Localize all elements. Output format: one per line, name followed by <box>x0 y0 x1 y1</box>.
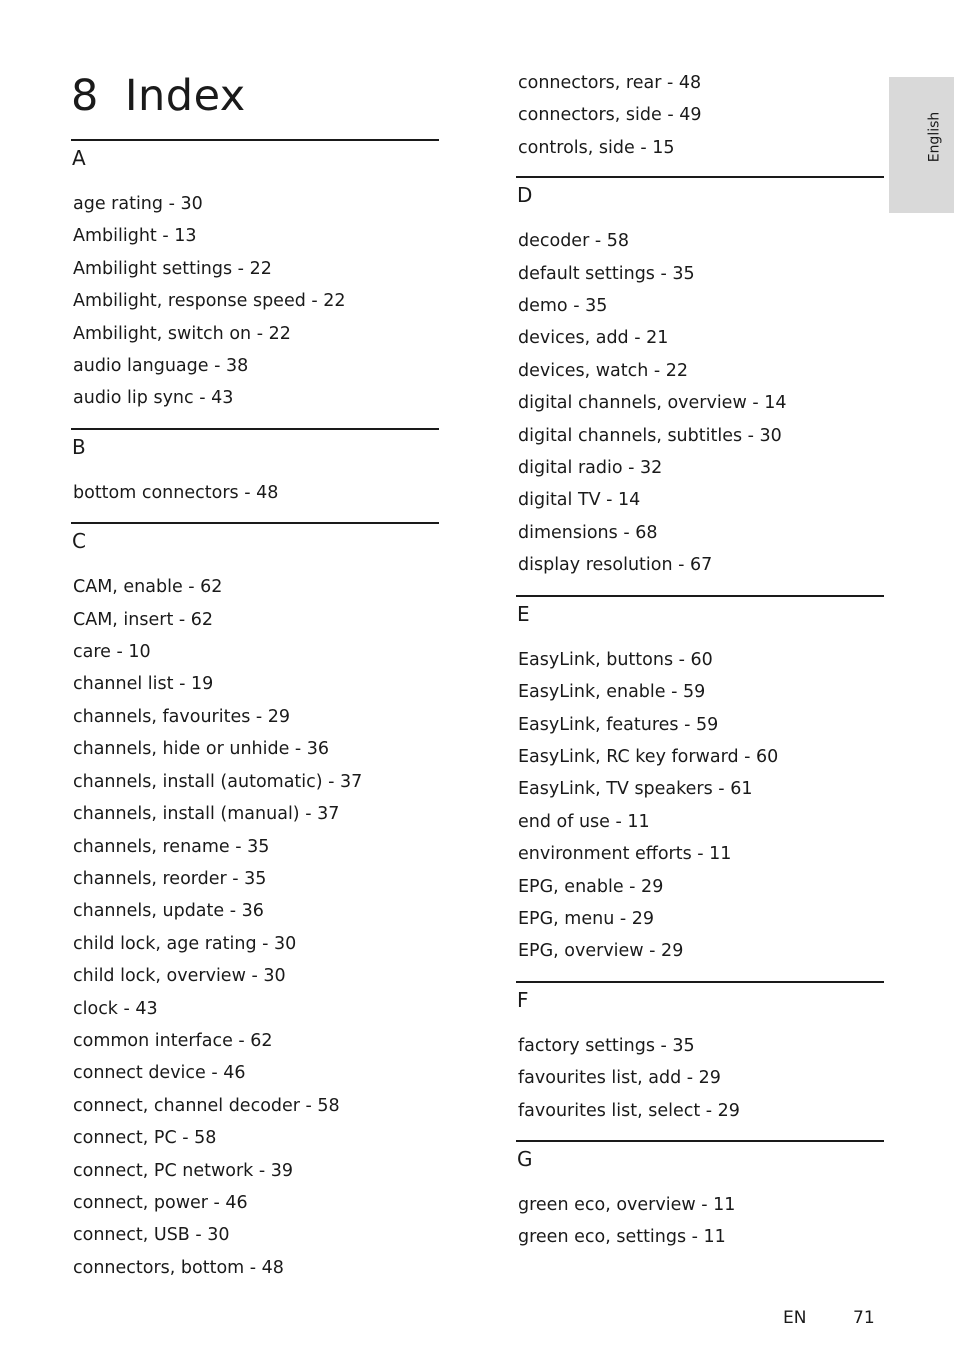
index-entry: channels, reorder - 35 <box>73 868 267 889</box>
index-column-left <box>71 139 439 1284</box>
index-entry: common interface - 62 <box>73 1030 273 1051</box>
index-entry: environment efforts - 11 <box>518 844 732 865</box>
index-entry: Ambilight, response speed - 22 <box>73 291 346 312</box>
index-entry: demo - 35 <box>518 296 608 317</box>
index-list <box>71 477 439 509</box>
section-letter: D <box>517 183 533 208</box>
index-entry: decoder - 58 <box>518 231 629 252</box>
language-tab <box>889 77 954 213</box>
index-entry: digital channels, overview - 14 <box>518 393 787 414</box>
index-entry: favourites list, add - 29 <box>518 1068 721 1089</box>
index-entry: connect device - 46 <box>73 1063 246 1084</box>
index-entry: channels, install (manual) - 37 <box>73 804 340 825</box>
index-list <box>516 644 884 968</box>
section-letter: B <box>72 434 86 459</box>
index-entry: audio lip sync - 43 <box>73 388 234 409</box>
index-entry: audio language - 38 <box>73 356 249 377</box>
index-entry: devices, watch - 22 <box>518 360 689 381</box>
chapter-title: Index <box>124 71 246 121</box>
index-entry: EasyLink, buttons - 60 <box>518 649 713 670</box>
index-entry: channels, hide or unhide - 36 <box>73 739 330 760</box>
index-entry: child lock, overview - 30 <box>73 966 286 987</box>
index-entry: bottom connectors - 48 <box>73 482 279 503</box>
chapter-number: 8 <box>71 71 99 121</box>
index-list <box>71 571 439 1284</box>
index-entry: connectors, side - 49 <box>518 105 702 126</box>
section-letter: F <box>517 987 529 1012</box>
footer-language: EN <box>783 1308 807 1328</box>
section-letter: E <box>517 601 530 626</box>
index-section-f <box>516 981 884 1127</box>
index-entry: age rating - 30 <box>73 194 203 214</box>
index-section-d <box>516 176 884 581</box>
section-letter: G <box>517 1146 533 1171</box>
index-entry: factory settings - 35 <box>518 1035 695 1056</box>
page-number: 71 <box>853 1308 875 1328</box>
index-entry: care - 10 <box>73 642 151 663</box>
index-entry: green eco, settings - 11 <box>518 1227 726 1248</box>
index-entry: Ambilight settings - 22 <box>73 258 272 279</box>
index-entry: connect, power - 46 <box>73 1192 248 1213</box>
index-section-b <box>71 428 439 509</box>
index-entry: Ambilight - 13 <box>73 226 197 247</box>
index-list <box>516 1030 884 1127</box>
index-entry: channel list - 19 <box>73 674 214 695</box>
index-entry: default settings - 35 <box>518 263 695 284</box>
index-entry: dimensions - 68 <box>518 522 658 543</box>
index-section-a <box>71 139 439 415</box>
index-list <box>71 188 439 415</box>
section-letter: C <box>72 529 86 554</box>
index-entry: connectors, bottom - 48 <box>73 1257 284 1278</box>
index-entry: channels, rename - 35 <box>73 836 270 857</box>
index-entry: connect, channel decoder - 58 <box>73 1095 340 1116</box>
index-entry: EPG, overview - 29 <box>518 941 684 962</box>
index-entry: CAM, insert - 62 <box>73 609 214 630</box>
index-entry: devices, add - 21 <box>518 328 669 349</box>
index-entry: clock - 43 <box>73 998 158 1019</box>
page-title <box>71 68 246 124</box>
index-entry: green eco, overview - 11 <box>518 1194 736 1215</box>
index-entry: digital channels, subtitles - 30 <box>518 425 782 446</box>
index-entry: digital TV - 14 <box>518 490 641 511</box>
index-column-right <box>516 0 884 1254</box>
index-section-g <box>516 1140 884 1254</box>
section-letter: A <box>72 146 86 170</box>
index-list-continued <box>516 0 884 164</box>
index-entry: connect, PC network - 39 <box>73 1160 293 1181</box>
index-entry: connectors, rear - 48 <box>518 73 702 93</box>
index-entry: EPG, enable - 29 <box>518 876 664 897</box>
index-entry: EasyLink, RC key forward - 60 <box>518 746 779 767</box>
index-entry: controls, side - 15 <box>518 137 675 158</box>
index-entry: channels, install (automatic) - 37 <box>73 771 363 792</box>
index-entry: EPG, menu - 29 <box>518 908 655 929</box>
index-list <box>516 1189 884 1254</box>
index-entry: CAM, enable - 62 <box>73 577 223 598</box>
index-entry: EasyLink, features - 59 <box>518 714 719 735</box>
index-entry: digital radio - 32 <box>518 458 663 479</box>
index-entry: end of use - 11 <box>518 811 650 832</box>
index-entry: connect, USB - 30 <box>73 1225 230 1246</box>
index-entry: favourites list, select - 29 <box>518 1100 740 1121</box>
index-entry: channels, update - 36 <box>73 901 264 922</box>
index-entry: EasyLink, enable - 59 <box>518 682 706 703</box>
index-section-c <box>71 522 439 1284</box>
index-entry: child lock, age rating - 30 <box>73 933 297 954</box>
index-section-e <box>516 595 884 968</box>
language-tab-label: English <box>926 111 943 163</box>
index-entry: connect, PC - 58 <box>73 1128 217 1149</box>
index-entry: Ambilight, switch on - 22 <box>73 323 291 344</box>
index-entry: EasyLink, TV speakers - 61 <box>518 779 753 800</box>
index-entry: channels, favourites - 29 <box>73 706 291 727</box>
index-list <box>516 225 884 581</box>
index-entry: display resolution - 67 <box>518 555 713 576</box>
